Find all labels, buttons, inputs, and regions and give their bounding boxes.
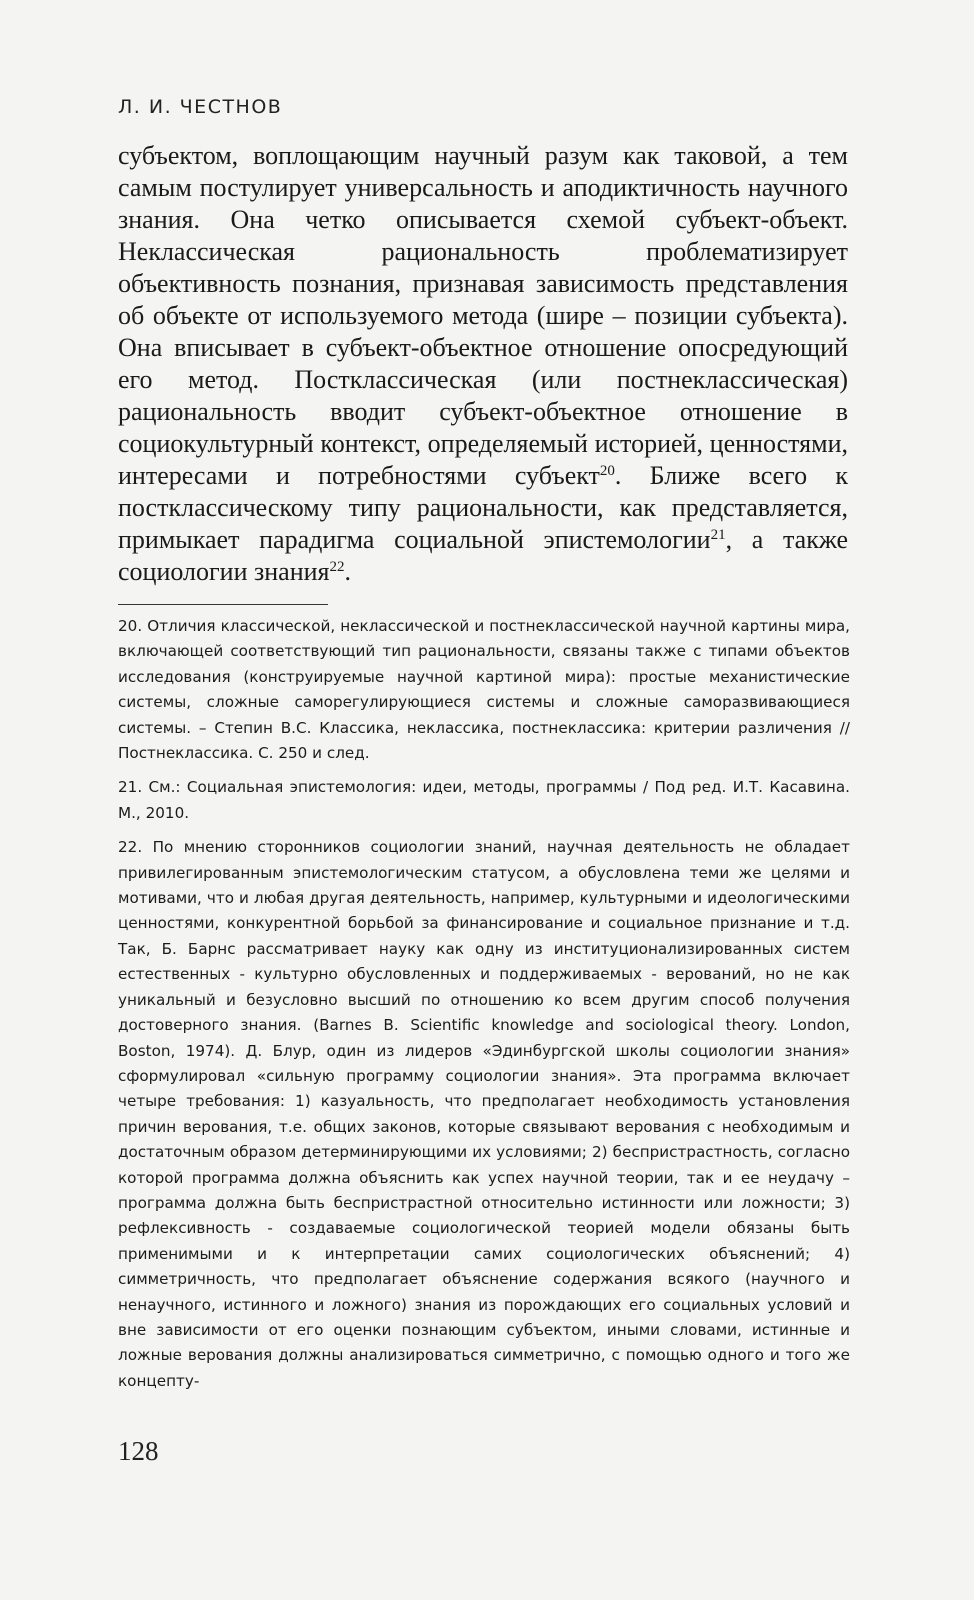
footnotes: [118, 614, 850, 1403]
footnote-ref-22[interactable]: 22: [329, 559, 345, 575]
footnote-20: 20. Отличия классической, неклассической и постнеклассической научной картины мира, включающей соответствующий тип рациональности, связаны также с типами объектов исследования (конструируемые научной картиной мира): простые механистические системы, сложные саморегулирующиеся системы и сложные саморазвивающиеся системы. – Степин В.С. Классика, неклассика, постнеклассика: критерии различения // Постнеклассика. С. 250 и след.: [118, 617, 850, 763]
footnote-21: 21. См.: Социальная эпистемология: идеи, методы, программы / Под ред. И.Т. Касавина. М., 2010.: [118, 778, 850, 822]
body-paragraph: [118, 140, 848, 588]
footnote-ref-21[interactable]: 21: [710, 527, 726, 543]
running-head: Л. И. ЧЕСТНОВ: [118, 96, 283, 118]
footnote-ref-20[interactable]: 20: [599, 463, 615, 479]
footnote-divider: [118, 604, 328, 605]
footnote-22: 22. По мнению сторонников социологии знаний, научная деятельность не обладает привилегированным эпистемологическим статусом, а обусловлена теми же целями и мотивами, что и любая другая деятельность, например, культурными и идеологическими ценностями, конкурентной борьбой за финансирование и социальное признание и т.д. Так, Б. Барнс рассматривает науку как одну из институционализированных систем естественных - культурно обусловленных и поддерживаемых - верований, но не как уникальный и безусловно высший по отношению ко всем другим способ получения достоверного знания. (Barnes B. Scientific knowledge and sociological theory. London, Boston, 1974). Д. Блур, один из лидеров «Эдинбургской школы социологии знания» сформулировал «сильную программу социологии знания». Эта программа включает четыре требования: 1) казуальность, что предполагает необходимость установления причин верования, т.е. общих законов, которые связывают верования с необходимым и достаточным образом детерминирующими их условиями; 2) беспристрастность, согласно которой программа должна объяснить как успех научной теории, так и ее неудачу – программа должна быть беспристрастной относительно истинности или ложности; 3) рефлексивность - создаваемые социологической теорией модели обязаны быть применимыми и к интерпретации самих социологических объяснений; 4) симметричность, что предполагает объяснение содержания всякого (научного и ненаучного, истинного и ложного) знания из порождающих его социальных условий и вне зависимости от его оценки познающим субъектом, иными словами, истинные и ложные верования должны анализироваться симметрично, с помощью одного и того же концепту-: [118, 838, 850, 1390]
body-text-part: .: [344, 557, 352, 586]
body-text-part: . Ближе всего к постклассическому типу рациональности, как представляется, примыкает парадигма социальной эпистемологии: [118, 461, 849, 554]
body-text-part: субъектом, воплощающим научный разум как таковой, а тем самым постулирует универсальность и аподиктичность научного знания. Она четко описывается схемой субъект-объект. Неклассическая рациональность проблематизирует объективность познания, признавая зависимость представления об объекте от используемого метода (шире – позиции субъекта). Она вписывает в субъект-объектное отношение опосредующий его метод. Постклассическая (или постнеклассическая) рациональность вводит субъект-объектное отношение в социокультурный контекст, определяемый историей, ценностями, интересами и потребностями субъект: [118, 141, 848, 490]
body-text-part: , а также социологии знания: [118, 525, 848, 586]
page-number: 128: [118, 1436, 159, 1466]
